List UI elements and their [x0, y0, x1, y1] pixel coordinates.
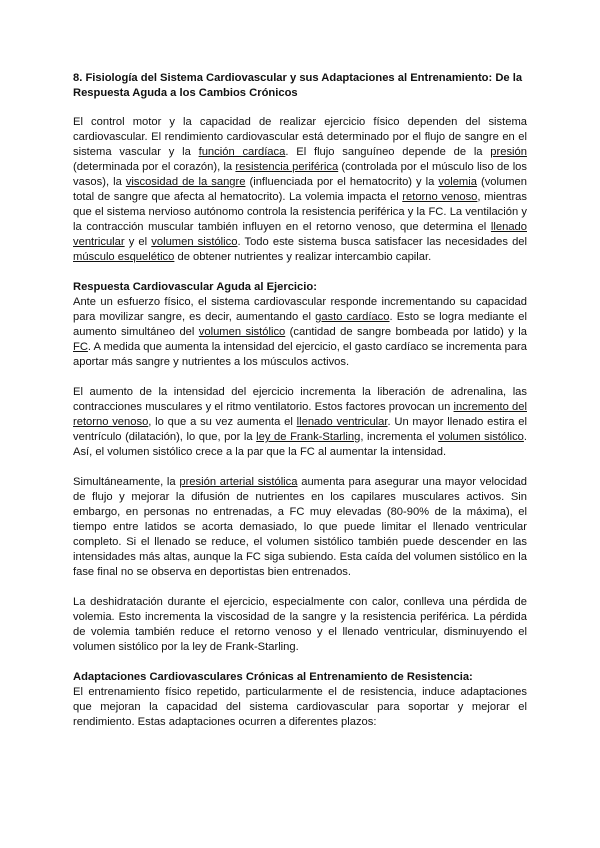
text-run: El entrenamiento físico repetido, particularmente el de resistencia, induce adaptaciones que mejoran la capacidad del sistema cardiovascular para soportar y mejorar el rendimiento. Estas adaptaciones ocurren a diferentes plazos: [73, 686, 527, 728]
underlined-term: función cardíaca [198, 146, 286, 158]
text-run: . Esto se logra mediante el aumento simultáneo del [73, 311, 528, 338]
text-run: Simultáneamente, la [73, 476, 180, 488]
text-run: , mientras que el sistema nervioso autónomo controla la resistencia periférica y la FC. La ventilación y la contracción muscular también influyen en el retorno venoso, que determina el [73, 191, 528, 233]
underlined-term: llenado ventricular [296, 416, 388, 428]
acute-paragraph-2 [73, 385, 527, 460]
text-run: El control motor y la capacidad de realizar ejercicio físico dependen del sistema cardiovascular. El rendimiento cardiovascular está determinado por el flujo de sangre en el sistema vascular y la [73, 116, 527, 158]
text-run: aumenta para asegurar una mayor velocidad de flujo y mejorar la difusión de nutrientes en los capilares musculares activos. Sin embargo, en personas no entrenadas, a FC muy elevadas (80-90% de la máxima), el tiempo entre latidos se acorta demasiado, lo que puede limitar el llenado ventricular completo. Si el llenado se reduce, el volumen sistólico también puede descender en las intensidades más altas, aunque la FC siga subiendo. Esta caída del volumen sistólico en la fase final no se observa en deportistas bien entrenados. [73, 476, 527, 578]
section-heading-chronic-adaptations: Adaptaciones Cardiovasculares Crónicas al Entrenamiento de Resistencia: [73, 671, 473, 683]
text-run: . Así, el volumen sistólico crece a la par que la FC al aumentar la intensidad. [73, 431, 528, 458]
page-title: 8. Fisiología del Sistema Cardiovascular y sus Adaptaciones al Entrenamiento: De la Respuesta Aguda a los Cambios Crónicos [73, 72, 523, 99]
text-run: (determinada por el corazón), la [73, 161, 236, 173]
text-run: de obtener nutrientes y realizar intercambio capilar. [174, 251, 432, 263]
text-run: . El flujo sanguíneo depende de la [285, 146, 491, 158]
text-run: (volumen total de sangre que afecta al hematocrito). La volemia impacta el [73, 176, 527, 203]
underlined-term: ley de Frank-Starling [256, 431, 361, 443]
underlined-term: volumen sistólico [198, 326, 286, 338]
document-body [73, 71, 527, 745]
underlined-term: volemia [438, 176, 477, 188]
text-run: (cantidad de sangre bombeada por latido) y la [285, 326, 527, 338]
underlined-term: músculo esquelético [73, 251, 175, 263]
underlined-term: llenado ventricular [73, 221, 527, 248]
text-run: La deshidratación durante el ejercicio, especialmente con calor, conlleva una pérdida de volemia. Esto incrementa la viscosidad de la sangre y la resistencia periférica. La pérdida de volemia también reduce el retorno venoso y el llenado ventricular, disminuyendo el volumen sistólico por la ley de Frank-Starling. [73, 596, 527, 653]
acute-paragraph-3 [73, 475, 527, 580]
text-run: Ante un esfuerzo físico, el sistema cardiovascular responde incrementando su capacidad para movilizar sangre, es decir, aumentando el [73, 296, 527, 323]
underlined-term: gasto cardíaco [315, 311, 390, 323]
underlined-term: incremento del retorno venoso [73, 401, 527, 428]
text-run: , incrementa el [360, 431, 439, 443]
intro-paragraph [73, 115, 527, 265]
text-run: , lo que a su vez aumenta el [148, 416, 297, 428]
text-run: . Un mayor llenado estira el ventrículo (dilatación), lo que, por la [73, 416, 527, 443]
text-run: (controlada por el músculo liso de los vasos), la [73, 161, 527, 188]
underlined-term: viscosidad de la sangre [125, 176, 246, 188]
underlined-term: presión [490, 146, 527, 158]
acute-paragraph-4 [73, 595, 527, 655]
underlined-term: retorno venoso [402, 191, 478, 203]
text-run: El aumento de la intensidad del ejercicio incrementa la liberación de adrenalina, las contracciones musculares y el ritmo ventilatorio. Estos factores provocan un [73, 386, 527, 413]
chronic-paragraph-1 [73, 685, 527, 730]
text-run: y el [124, 236, 152, 248]
underlined-term: presión arterial sistólica [179, 476, 298, 488]
text-run: (influenciada por el hematocrito) y la [245, 176, 439, 188]
underlined-term: resistencia periférica [235, 161, 339, 173]
underlined-term: volumen sistólico [151, 236, 238, 248]
text-run: . Todo este sistema busca satisfacer las necesidades del [237, 236, 528, 248]
section-heading-acute-response: Respuesta Cardiovascular Aguda al Ejercicio: [73, 281, 317, 293]
underlined-term: FC [73, 341, 88, 353]
text-run: . A medida que aumenta la intensidad del ejercicio, el gasto cardíaco se incrementa para aportar más sangre y nutrientes a los músculos activos. [73, 341, 527, 368]
underlined-term: volumen sistólico [438, 431, 524, 443]
acute-paragraph-1 [73, 295, 527, 370]
